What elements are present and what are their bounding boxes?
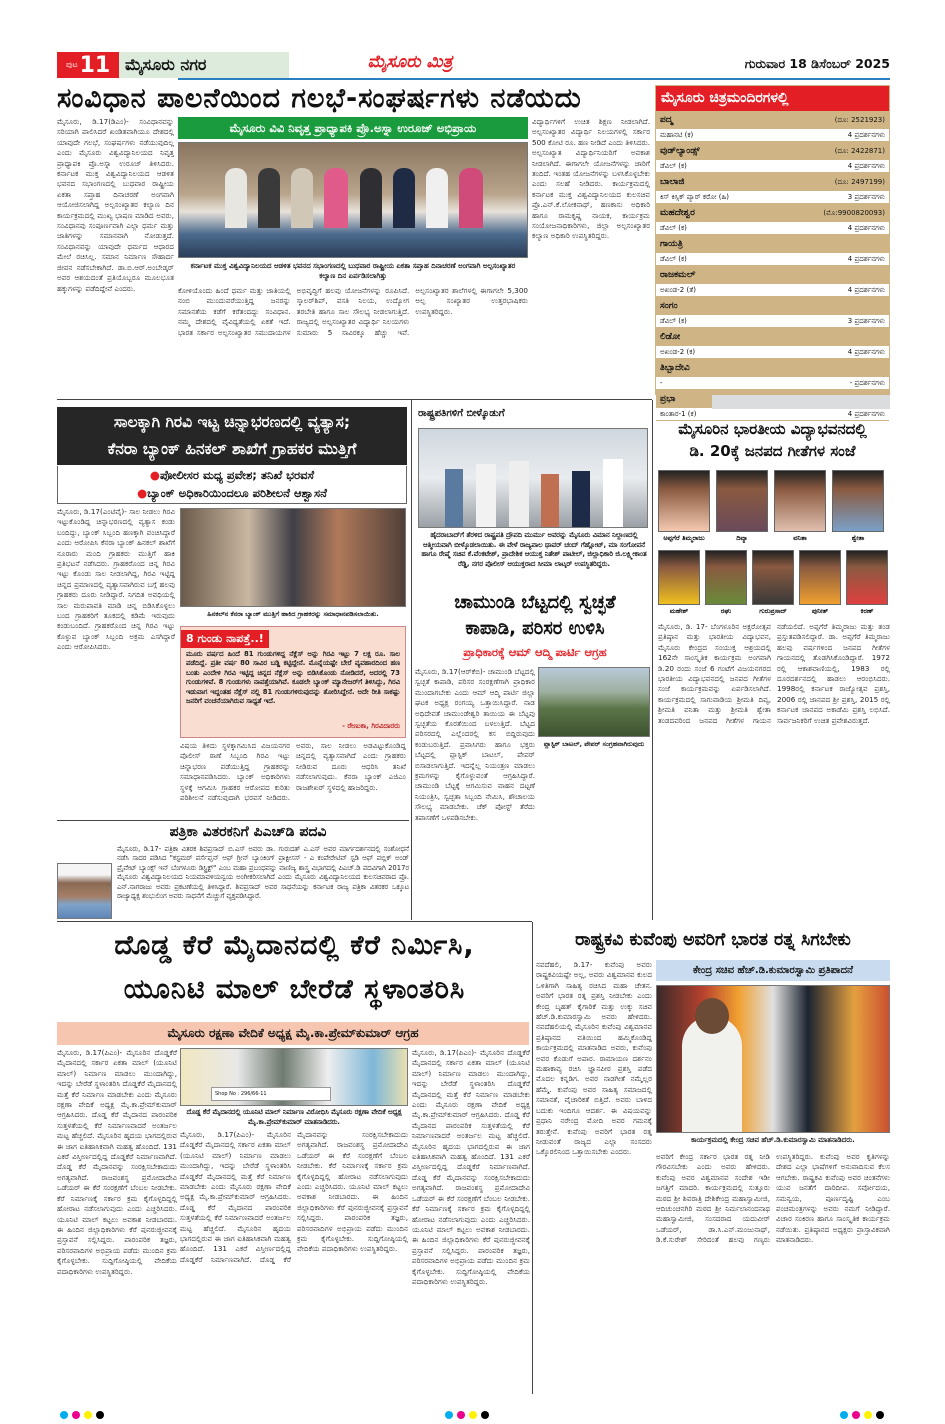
- masthead-logo: [330, 52, 490, 78]
- story1-headline: ಸಂವಿಧಾನ ಪಾಲನೆಯಿಂದ ಗಲಭೆ-ಸಂಘರ್ಷಗಳು ನಡೆಯದು: [57, 83, 582, 114]
- artist-name: ವನಿತಾ: [793, 534, 807, 542]
- story4-headline-line1: ಚಾಮುಂಡಿ ಬೆಟ್ಟದಲ್ಲಿ ಸ್ವಚ್ಛತೆ: [454, 592, 616, 613]
- story1-photo: [178, 142, 528, 258]
- story2-photo: [180, 508, 406, 607]
- story7-subhead-text: ಮೈಸೂರು ರಕ್ಷಣಾ ವೇದಿಕೆ ಅಧ್ಯಕ್ಷ ಮೈ.ಕಾ.ಪ್ರೇಮ್‌ಕುಮಾರ್ ಆಗ್ರಹ: [167, 1026, 419, 1040]
- cinema-movie-row: [656, 346, 889, 359]
- theatre-phone: (ದೂ: 2422871): [834, 146, 885, 155]
- theatre-name: ಪದ್ಮ: [660, 115, 673, 125]
- cinema-theatre: [656, 297, 889, 315]
- story2-bullets: [57, 466, 407, 504]
- shows-label: ಪ್ರದರ್ಶನಗಳು: [854, 161, 885, 170]
- column-divider: [411, 400, 412, 920]
- story8-headline: ರಾಷ್ಟ್ರಕವಿ ಕುವೆಂಪು ಅವರಿಗೆ ಭಾರತ ರತ್ನ ಸಿಗಬೇಕು: [575, 930, 851, 950]
- story6-headline: ಪತ್ರಿಕಾ ವಿತರಕನಿಗೆ ಪಿಎಚ್‌ಡಿ ಪದವಿ: [169, 824, 327, 840]
- quote-box-title: 8 ಗುಂಡು ನಾಪತ್ತೆ..!: [181, 630, 269, 648]
- column-divider: [652, 400, 653, 920]
- story2-headline-line1: ಸಾಲಕ್ಕಾಗಿ ಗಿರವಿ ಇಟ್ಟ ಚಿನ್ನಾಭರಣದಲ್ಲಿ ವ್ಯತ್ಯಾಸ;: [113, 413, 351, 431]
- theatre-name: ಪ್ರಭಾ: [660, 394, 676, 404]
- cinema-theatre: [656, 204, 889, 222]
- show-count: 3: [847, 316, 853, 325]
- section-label: [119, 52, 289, 78]
- cinema-movie-row: [656, 315, 889, 328]
- story7-headline-line2: ಯೂನಿಟಿ ಮಾಲ್ ಬೇರೆಡೆ ಸ್ಥಳಾಂತರಿಸಿ: [123, 974, 466, 1005]
- story6-portrait: [57, 863, 112, 919]
- story1-body-left: ಮೈಸೂರು, ಡಿ.17(ಡಿಎಂ)- ಸಂವಿಧಾನವನ್ನು ಸರಿಯಾಗಿ ಪಾಲಿಸಿದರೆ ಖಂಡಿತವಾಗಿಯೂ ದೇಶದಲ್ಲಿ ಯಾವುದೇ ಗಲಭೆ, ಸಂಘರ್ಷಗಳು ನಡೆಯುವುದಿಲ್ಲ ಎಂದು ಮೈಸೂರು ವಿಶ್ವವಿದ್ಯಾನಿಲಯದ ನಿವೃತ್ತ ಪ್ರಾಧ್ಯಾಪಕಿ ಪ್ರೊ.ಅಸ್ನಾ ಉರೂಜ್ ತಿಳಿಸಿದರು. ಕರ್ನಾಟಕ ಮುಕ್ತ ವಿಶ್ವವಿದ್ಯಾನಿಲಯದ ಆಡಳಿತ ಭವನದ ಸಭಾಂಗಣದಲ್ಲಿ ಬುಧವಾರ ರಾಷ್ಟ್ರೀಯ ಏಕತಾ ಸಪ್ತಾಹ ದಿನಾಚರಣೆ ಅಂಗವಾಗಿ ಆಯೋಜಿಸಲಾಗಿದ್ದ ಅಲ್ಪಸಂಖ್ಯಾತರ ಕಲ್ಯಾಣ ದಿನ ಕಾರ್ಯಕ್ರಮದಲ್ಲಿ ಮುಖ್ಯ ಭಾಷಣ ಮಾಡಿದ ಅವರು, ಸಂವಿಧಾನವು ಸಂಪೂರ್ಣವಾಗಿ ಎಲ್ಲಾ ಧರ್ಮ ಮತ್ತು ಜಾತಿಗಳನ್ನು ಸಮಾನವಾಗಿ ನೋಡುತ್ತದೆ. ಸಂವಿಧಾನವನ್ನು ಯಾವುದೇ ಧರ್ಮದ ಆಧಾರದ ಮೇಲೆ ರಚಿಸಿಲ್ಲ. ಸಮಾನ ನಿರ್ಮಾಣ ಸೌಹಾರ್ದ ಜೀವನ ನಡೆಸಬೇಕಾಗಿದೆ. ಡಾ.ಬಿ.ಆರ್.ಅಂಬೇಡ್ಕರ್ ಅವರ ಆಶಯದಂತೆ ಪ್ರತಿಯೊಬ್ಬರೂ ಮೂಲಭೂತ ಹಕ್ಕುಗಳನ್ನು ಪಡೆದಿದ್ದೇವೆ ಎಂದರು.: [57, 117, 174, 293]
- shows-label: ಪ್ರದರ್ಶನಗಳು: [854, 378, 885, 387]
- artist-name: ಗುರುಪ್ರಸಾದ್: [759, 607, 787, 615]
- artist-photos: [658, 470, 890, 620]
- story2-bullet-1: ಪೋಲೀಸರ ಮಧ್ಯ ಪ್ರವೇಶ; ತನಿಖೆ ಭರವಸೆ: [159, 468, 315, 482]
- movie-title: ಕಾಂತಾರ-1 (ಕ): [660, 409, 697, 418]
- section-title: ಮೈಸೂರು ನಗರ: [125, 55, 207, 74]
- artist-card: [716, 470, 768, 543]
- story7-body-right: ಮೈಸೂರು, ಡಿ.17(ಪಿಎಂ)- ಮೈಸೂರಿನ ದೊಡ್ಡಕೆರೆ ಮೈದಾನದಲ್ಲಿ ಸರ್ಕಾರ ಏಕತಾ ಮಾಲ್ (ಯೂನಿಟಿ ಮಾಲ್) ನಿರ್ಮಾಣ ಮಾಡಲು ಮುಂದಾಗಿದ್ದು, ಇದನ್ನು ಬೇರೆಡೆ ಸ್ಥಳಾಂತರಿಸಿ ದೊಡ್ಡಕೆರೆ ಮೈದಾನದಲ್ಲಿ ಮತ್ತೆ ಕೆರೆ ನಿರ್ಮಾಣ ಮಾಡಬೇಕು ಎಂದು ಮೈಸೂರು ರಕ್ಷಣಾ ವೇದಿಕೆ ಅಧ್ಯಕ್ಷ ಮೈ.ಕಾ.ಪ್ರೇಮ್‌ಕುಮಾರ್ ಆಗ್ರಹಿಸಿದರು. ದೊಡ್ಡ ಕೆರೆ ಮೈದಾನದ ಪಾರಂಪರಿಕ ಸುತ್ತಳತೆಯಲ್ಲಿ ಕೆರೆ ನಿರ್ಮಾಣವಾದರೆ ಅಂತರ್ಜಲ ಮಟ್ಟ ಹೆಚ್ಚಲಿದೆ. ಮೈಸೂರಿನ ಹೃದಯ ಭಾಗದಲ್ಲಿರುವ ಈ ಜಾಗ ಐತಿಹಾಸಿಕವಾಗಿ ಮಹತ್ವ ಹೊಂದಿದೆ. 131 ಎಕರೆ ವಿಸ್ತೀರ್ಣದಲ್ಲಿದ್ದ ದೊಡ್ಡಕೆರೆ ನಿರ್ಮಾಣವಾಗಿದೆ. ದೊಡ್ಡ ಕೆರೆ ಮೈದಾನವನ್ನು ಸಂರಕ್ಷಿಸಬೇಕಾದುದು ಅಗತ್ಯವಾಗಿದೆ. ರಾಜವಂಶಸ್ಥ ಪ್ರಮೋದಾದೇವಿ ಒಡೆಯರ್ ಈ ಕೆರೆ ಸಂರಕ್ಷಣೆಗೆ ಬೆಂಬಲ ನೀಡಬೇಕು. ಕೆರೆ ನಿರ್ಮಾಣಕ್ಕೆ ಸರ್ಕಾರ ಕ್ರಮ ಕೈಗೊಳ್ಳದಿದ್ದಲ್ಲಿ ಹೋರಾಟ ನಡೆಸಲಾಗುವುದು ಎಂದು ಎಚ್ಚರಿಸಿದರು. ಯೂನಿಟಿ ಮಾಲ್ ಕಟ್ಟಲು ಅವಕಾಶ ನೀಡಬಾರದು. ಈ ಹಿಂದಿನ ಜಿಲ್ಲಾಧಿಕಾರಿಗಳು ಕೆರೆ ಪುನರುಜ್ಜೀವನಕ್ಕೆ ಪ್ರಸ್ತಾವನೆ ಸಲ್ಲಿಸಿದ್ದರು. ಪಾರಂಪರಿಕ ತಜ್ಞರು, ಪರಿಸರವಾದಿಗಳ ಅಭಿಪ್ರಾಯ ಪಡೆದು ಮುಂದಿನ ಕ್ರಮ ಕೈಗೊಳ್ಳಬೇಕು. ಸುದ್ದಿಗೋಷ್ಠಿಯಲ್ಲಿ ವೇದಿಕೆಯ ಪದಾಧಿಕಾರಿಗಳು ಉಪಸ್ಥಿತರಿದ್ದರು.: [412, 1048, 530, 1286]
- show-count: 3: [847, 192, 853, 201]
- story7-caption: ದೊಡ್ಡ ಕೆರೆ ಮೈದಾನದಲ್ಲಿ ಯೂನಿಟಿ ಮಾಲ್ ನಿರ್ಮಾಣ ವಿರೋಧಿಸಿ ಮೈಸೂರು ರಕ್ಷಣಾ ವೇದಿಕೆ ಅಧ್ಯಕ್ಷ ಮೈ.ಕಾ.ಪ್ರೇಮ್‌ಕುಮಾರ್ ಮಾತನಾಡಿದರು.: [186, 1108, 402, 1126]
- show-count: 4: [847, 347, 853, 356]
- cinema-movie-row: [656, 191, 889, 204]
- artist-photo: [752, 550, 794, 605]
- story3-headline: ರಾಷ್ಟ್ರಪತಿಗಳಿಗೆ ಬೀಳ್ಕೊಡುಗೆ: [418, 408, 505, 419]
- story2-headline-line2: ಕೆನರಾ ಬ್ಯಾಂಕ್ ಹಿನಕಲ್ ಶಾಖೆಗೆ ಗ್ರಾಹಕರ ಮುತ್ತಿಗೆ: [107, 440, 357, 458]
- story8-body-left: ನವದೆಹಲಿ, ಡಿ.17- ಕುವೆಂಪು ಅವರು ರಾಷ್ಟ್ರಕವಿಯಷ್ಟೇ ಅಲ್ಲ, ಅವರು ವಿಶ್ವಮಾನವ ಕುಲದ ಒಳಿತಿಗಾಗಿ ಸಾಹಿತ್ಯ ರಚಿಸಿದ ಮಹಾ ಚೇತನ. ಅವರಿಗೆ ಭಾರತ ರತ್ನ ಪ್ರಶಸ್ತಿ ನೀಡಬೇಕು ಎಂದು ಕೇಂದ್ರ ಬೃಹತ್ ಕೈಗಾರಿಕೆ ಮತ್ತು ಉಕ್ಕು ಸಚಿವ ಹೆಚ್.ಡಿ.ಕುಮಾರಸ್ವಾಮಿ ಅವರು ಹೇಳಿದರು. ನವದೆಹಲಿಯಲ್ಲಿ ಮೈಸೂರಿನ ಕುವೆಂಪು ವಿಶ್ವಮಾನವ ಪ್ರತಿಷ್ಠಾನದ ವತಿಯಿಂದ ಹಮ್ಮಿಕೊಂಡಿದ್ದ ಕಾರ್ಯಕ್ರಮದಲ್ಲಿ ಮಾತನಾಡಿದ ಅವರು, ಕುವೆಂಪು ಅವರ ಕೊಡುಗೆ ಅಪಾರ. ರಾಮಾಯಣ ದರ್ಶನಂ ಮಹಾಕಾವ್ಯ ರಚಿಸಿ ಜ್ಞಾನಪೀಠ ಪ್ರಶಸ್ತಿ ಪಡೆದ ಮೊದಲ ಕನ್ನಡಿಗ. ಅವರ ನಾಡಗೀತೆ ನಮ್ಮೆಲ್ಲರ ಹೆಮ್ಮೆ. ಕುವೆಂಪು ಅವರ ಸಾಹಿತ್ಯ ಸಮಾಜದಲ್ಲಿ ಸಮಾನತೆ, ವೈಚಾರಿಕತೆ ಬಿತ್ತಿದೆ. ಅವರು ಬಾಳಿದ ಬದುಕು ಇಂದಿಗೂ ಆದರ್ಶ. ಈ ವಿಷಯವನ್ನು ಪ್ರಧಾನಿ ನರೇಂದ್ರ ಮೋದಿ ಅವರ ಗಮನಕ್ಕೆ ತರುತ್ತೇನೆ. ಕುವೆಂಪು ಅವರಿಗೆ ಭಾರತ ರತ್ನ ನೀಡುವಂತೆ ರಾಜ್ಯದ ಎಲ್ಲಾ ಸಂಸದರು ಒಕ್ಕೊರಲಿನಿಂದ ಒತ್ತಾಯಿಸಬೇಕು ಎಂದರು.: [536, 960, 652, 1157]
- shows-label: ಪ್ರದರ್ಶನಗಳು: [854, 254, 885, 263]
- movie-title: ಡೆವಿಲ್ (ಕ): [660, 161, 687, 170]
- cinema-theatre: [656, 142, 889, 160]
- shows-label: ಪ್ರದರ್ಶನಗಳು: [854, 409, 885, 418]
- story5-headline-line2: ಡಿ. 20ಕ್ಕೆ ಜನಪದ ಗೀತೆಗಳ ಸಂಜೆ: [689, 442, 856, 460]
- story8-subhead: [656, 960, 890, 981]
- artist-photo: [658, 550, 700, 605]
- story8-caption: ಕಾರ್ಯಕ್ರಮದಲ್ಲಿ ಕೇಂದ್ರ ಸಚಿವ ಹೆಚ್.ಡಿ.ಕುಮಾರಸ್ವಾಮಿ ಮಾತನಾಡಿದರು.: [691, 1136, 855, 1144]
- theatre-name: ಲಿಡೋ: [660, 332, 681, 342]
- story8-subhead-text: ಕೇಂದ್ರ ಸಚಿವ ಹೆಚ್.ಡಿ.ಕುಮಾರಸ್ವಾಮಿ ಪ್ರತಿಪಾದನೆ: [692, 965, 853, 976]
- column-divider: [532, 922, 533, 1394]
- theatre-name: ಸಂಗಂ: [660, 301, 678, 311]
- shows-label: ಪ್ರದರ್ಶನಗಳು: [854, 223, 885, 232]
- cinema-movie-row: [656, 284, 889, 297]
- artist-card: [658, 470, 710, 543]
- masthead-text: ಮೈಸೂರು ಮಿತ್ರ: [367, 52, 453, 72]
- page-label: ಪುಟ: [65, 60, 78, 69]
- story4-headline: [415, 590, 655, 642]
- page-number: 11: [79, 52, 111, 78]
- story2-headline-box: [57, 407, 407, 465]
- cinema-theatre: [656, 266, 889, 284]
- story6-body: ಮೈಸೂರು, ಡಿ.17- ಪತ್ರಿಕಾ ವಿತರಕ ಶಿವಪ್ರಸಾದ್ ಬಿ.ಎಸ್ ಅವರು ಡಾ. ಗುರುದತ್ ಎ.ಎಸ್ ಅವರ ಮಾರ್ಗದರ್ಶನದಲ್ಲಿ ಸಂಶೋಧನೆ ನಡೆಸಿ ಸಾದರ ಪಡಿಸಿದ "ಕಸ್ಟಮರ್ ಪರ್ಸೆಪ್ಷನ್ ಆಫ್ ಗ್ರೀನ್ ಬ್ಯಾಂಕಿಂಗ್ ಪ್ರಾಕ್ಟೀಸಸ್ - ಎ ಕಂಪೇರೇಟಿವ್ ಸ್ಟಡಿ ಆಫ್ ಪಬ್ಲಿಕ್ ಅಂಡ್ ಪ್ರೈವೇಟ್ ಬ್ಯಾಂಕ್ಸ್ ಇನ್ ಬೆಂಗಳೂರು ಡಿಸ್ಟ್ರಿಕ್ಟ್" ಎಂಬ ಮಹಾ ಪ್ರಬಂಧವನ್ನು ವಾಣಿಜ್ಯ ಶಾಸ್ತ್ರ ವಿಭಾಗದಲ್ಲಿ ಪಿಎಚ್.ಡಿ ಪದವಿಗಾಗಿ 2017ರ ಮೈಸೂರು ವಿಶ್ವವಿದ್ಯಾನಿಲಯದ ನಿಯಮಾವಳಿಯನ್ವಯ ಅಂಗೀಕರಿಸಲಾಗಿದೆ ಎಂದು ಮೈಸೂರು ವಿಶ್ವವಿದ್ಯಾನಿಲಯದ ಕುಲಸಚಿವರಾದ ಪ್ರೊ. ಎನ್.ನಾಗರಾಜು ಅವರು ಪ್ರಕಟಣೆಯಲ್ಲಿ ತಿಳಿಸಿದ್ದಾರೆ. ಶಿವಪ್ರಸಾದ್ ಅವರ ಸಾಧನೆಯನ್ನು ಕರ್ನಾಟಕ ರಾಜ್ಯ ಪತ್ರಿಕಾ ವಿತರಕರ ಒಕ್ಕೂಟ ರಾಜ್ಯಾಧ್ಯಕ್ಷ ಶಂಭುಲಿಂಗ ಅವರು ಸಾಧನೆಗೆ ಮೆಚ್ಚುಗೆ ವ್ಯಕ್ತಪಡಿಸಿದ್ದಾರೆ.: [117, 845, 409, 901]
- cinema-movie-row: [656, 160, 889, 173]
- cinema-theatre: [656, 235, 889, 253]
- shows-label: ಪ್ರದರ್ಶನಗಳು: [854, 130, 885, 139]
- quote-box-author: - ರೇಣುಕಾ, ಗಿರವಿದಾರರು: [342, 722, 400, 730]
- story7-body-left: ಮೈಸೂರು, ಡಿ.17(ಪಿಎಂ)- ಮೈಸೂರಿನ ದೊಡ್ಡಕೆರೆ ಮೈದಾನದಲ್ಲಿ ಸರ್ಕಾರ ಏಕತಾ ಮಾಲ್ (ಯೂನಿಟಿ ಮಾಲ್) ನಿರ್ಮಾಣ ಮಾಡಲು ಮುಂದಾಗಿದ್ದು, ಇದನ್ನು ಬೇರೆಡೆ ಸ್ಥಳಾಂತರಿಸಿ ದೊಡ್ಡಕೆರೆ ಮೈದಾನದಲ್ಲಿ ಮತ್ತೆ ಕೆರೆ ನಿರ್ಮಾಣ ಮಾಡಬೇಕು ಎಂದು ಮೈಸೂರು ರಕ್ಷಣಾ ವೇದಿಕೆ ಅಧ್ಯಕ್ಷ ಮೈ.ಕಾ.ಪ್ರೇಮ್‌ಕುಮಾರ್ ಆಗ್ರಹಿಸಿದರು. ದೊಡ್ಡ ಕೆರೆ ಮೈದಾನದ ಪಾರಂಪರಿಕ ಸುತ್ತಳತೆಯಲ್ಲಿ ಕೆರೆ ನಿರ್ಮಾಣವಾದರೆ ಅಂತರ್ಜಲ ಮಟ್ಟ ಹೆಚ್ಚಲಿದೆ. ಮೈಸೂರಿನ ಹೃದಯ ಭಾಗದಲ್ಲಿರುವ ಈ ಜಾಗ ಐತಿಹಾಸಿಕವಾಗಿ ಮಹತ್ವ ಹೊಂದಿದೆ. 131 ಎಕರೆ ವಿಸ್ತೀರ್ಣದಲ್ಲಿದ್ದ ದೊಡ್ಡಕೆರೆ ನಿರ್ಮಾಣವಾಗಿದೆ. ದೊಡ್ಡ ಕೆರೆ ಮೈದಾನವನ್ನು ಸಂರಕ್ಷಿಸಬೇಕಾದುದು ಅಗತ್ಯವಾಗಿದೆ. ರಾಜವಂಶಸ್ಥ ಪ್ರಮೋದಾದೇವಿ ಒಡೆಯರ್ ಈ ಕೆರೆ ಸಂರಕ್ಷಣೆಗೆ ಬೆಂಬಲ ನೀಡಬೇಕು. ಕೆರೆ ನಿರ್ಮಾಣಕ್ಕೆ ಸರ್ಕಾರ ಕ್ರಮ ಕೈಗೊಳ್ಳದಿದ್ದಲ್ಲಿ ಹೋರಾಟ ನಡೆಸಲಾಗುವುದು ಎಂದು ಎಚ್ಚರಿಸಿದರು. ಯೂನಿಟಿ ಮಾಲ್ ಕಟ್ಟಲು ಅವಕಾಶ ನೀಡಬಾರದು. ಈ ಹಿಂದಿನ ಜಿಲ್ಲಾಧಿಕಾರಿಗಳು ಕೆರೆ ಪುನರುಜ್ಜೀವನಕ್ಕೆ ಪ್ರಸ್ತಾವನೆ ಸಲ್ಲಿಸಿದ್ದರು. ಪಾರಂಪರಿಕ ತಜ್ಞರು, ಪರಿಸರವಾದಿಗಳ ಅಭಿಪ್ರಾಯ ಪಡೆದು ಮುಂದಿನ ಕ್ರಮ ಕೈಗೊಳ್ಳಬೇಕು. ಸುದ್ದಿಗೋಷ್ಠಿಯಲ್ಲಿ ವೇದಿಕೆಯ ಪದಾಧಿಕಾರಿಗಳು ಉಪಸ್ಥಿತರಿದ್ದರು.: [57, 1048, 177, 1276]
- movie-title: -: [660, 379, 663, 387]
- artist-name: ಕಿರಣ್: [860, 607, 874, 615]
- divider: [57, 399, 652, 400]
- artist-photo: [774, 470, 826, 532]
- cinema-movie-row: [656, 377, 889, 390]
- shows-label: ಪ್ರದರ್ಶನಗಳು: [854, 192, 885, 201]
- theatre-phone: (ಮೊ:9900820093): [823, 208, 885, 217]
- print-color-marks: [445, 1404, 493, 1423]
- story7-subhead: [57, 1022, 529, 1045]
- movie-title: ಡೆವಿಲ್ (ಕ): [660, 223, 687, 232]
- show-count: -: [849, 378, 853, 387]
- movie-title: ಅಖಂಡ-2 (ತೆ): [660, 285, 696, 294]
- show-count: 4: [847, 130, 853, 139]
- artist-photo: [658, 470, 710, 532]
- artist-card: [658, 550, 700, 616]
- artist-card: [752, 550, 794, 616]
- theatre-phone: (ದೂ: 2521923): [834, 115, 885, 124]
- artist-card: [705, 550, 747, 616]
- artist-name: ಶ್ವೇತಾ: [851, 534, 865, 542]
- banner-text: Shop No : 296/66-11: [215, 1091, 267, 1097]
- cinema-theatre: [656, 173, 889, 191]
- story2-body-left: ಮೈಸೂರು, ಡಿ.17(ಎಂಟಿವೈ)- ಸಾಲ ನೀಡಲು ಗಿರವಿ ಇಟ್ಟುಕೊಂಡಿದ್ದ ಚಿನ್ನಾಭರಣದಲ್ಲಿ ವ್ಯತ್ಯಾಸ ಕಂಡು ಬಂದಿದ್ದು, ಬ್ಯಾಂಕ್ ಸಿಬ್ಬಂದಿ ಹಣಕ್ಕಾಗಿ ವಂಚಿಸಿದ್ದಾರೆ ಎಂದು ಆರೋಪಿಸಿ ಕೆನರಾ ಬ್ಯಾಂಕ್ ಹಿನಕಲ್ ಶಾಖೆಗೆ ನೂರಾರು ಮಂದಿ ಗ್ರಾಹಕರು ಮುತ್ತಿಗೆ ಹಾಕಿ ಪ್ರತಿಭಟನೆ ನಡೆಸಿದರು. ಗ್ರಾಹಕರೊಂದ ಚಿನ್ನ ಗಿರವಿ ಇಟ್ಟು ಕೊಂಡು ಸಾಲ ನೀಡಲಾಗಿದ್ದ, ಗಿರವಿ ಇಟ್ಟಿದ್ದ ಚಿನ್ನದ ಪ್ರಮಾಣದಲ್ಲಿ ವ್ಯತ್ಯಾಸವಾಗಿರುವ ಬಗ್ಗೆ ಹಲವು ಗ್ರಾಹಕರು ದೂರು ನೀಡಿದ್ದಾರೆ. ನಿಗದಿತ ಅವಧಿಯಲ್ಲಿ ಸಾಲ ಮರುಪಾವತಿ ಮಾಡಿ ಚಿನ್ನ ಬಿಡಿಸಿಕೊಳ್ಳಲು ಬಂದ ಗ್ರಾಹಕರಿಗೆ ತೂಕದಲ್ಲಿ ಕಡಿಮೆ ಇರುವುದು ಕಂಡುಬಂದಿದೆ. ಗ್ರಾಹಕರೊಂದ ಚಿನ್ನ ಗಿರವಿ ಇಟ್ಟು ಕೊಳ್ಳುವ ಬ್ಯಾಂಕ್ ಸಿಬ್ಬಂದಿ ಅಕ್ರಮ ಎಸಗಿದ್ದಾರೆ ಎಂದು ಆರೋಪಿಸಿದರು.: [57, 507, 175, 652]
- story3-photo: [418, 428, 648, 528]
- story4-caption: ಪ್ಲಾಸ್ಟಿಕ್ ಬಾಟಲ್, ಪೇಪರ್ ಸಂಗ್ರಹವಾಗಿರುವುದು: [543, 740, 645, 748]
- story8-body-right: ಅವರಿಗೆ ಕೇಂದ್ರ ಸರ್ಕಾರ ಭಾರತ ರತ್ನ ನೀಡಿ ಗೌರವಿಸಬೇಕು ಎಂದು ಅವರು ಹೇಳಿದರು. ಕುವೆಂಪು ಅವರ ವಿಶ್ವಮಾನವ ಸಂದೇಶ ಇಡೀ ಜಗತ್ತಿಗೆ ಮಾದರಿ. ಕಾರ್ಯಕ್ರಮದಲ್ಲಿ ಸುತ್ತೂರು ಮಠದ ಶ್ರೀ ಶಿವರಾತ್ರಿ ದೇಶಿಕೇಂದ್ರ ಮಹಾಸ್ವಾಮೀಜಿ, ಆದಿಚುಂಚನಗಿರಿ ಮಠದ ಶ್ರೀ ನಿರ್ಮಲಾನಂದನಾಥ ಮಹಾಸ್ವಾಮೀಜಿ, ಸಂಸದರಾದ ಯದುವೀರ್ ಒಡೆಯರ್, ಡಾ.ಸಿ.ಎನ್.ಮಂಜುನಾಥ್, ಡಿ.ಕೆ.ಸುರೇಶ್ ಸೇರಿದಂತೆ ಹಲವು ಗಣ್ಯರು ಉಪಸ್ಥಿತರಿದ್ದರು. ಕುವೆಂಪು ಅವರ ಕೃತಿಗಳನ್ನು ದೇಶದ ಎಲ್ಲಾ ಭಾಷೆಗಳಿಗೆ ಅನುವಾದಿಸುವ ಕೆಲಸ ಆಗಬೇಕು. ರಾಷ್ಟ್ರಕವಿ ಕುವೆಂಪು ಅವರ ಚಿಂತನೆಗಳು ಯುವ ಜನತೆಗೆ ದಾರಿದೀಪ. ಸರ್ವೋದಯ, ಸಮನ್ವಯ, ಪೂರ್ಣದೃಷ್ಟಿ ಎಂಬ ಪಂಚಮಂತ್ರಗಳನ್ನು ಅವರು ನಮಗೆ ನೀಡಿದ್ದಾರೆ. ವಿಚಾರ ಸಂಕಿರಣ ಹಾಗೂ ಸಾಂಸ್ಕೃತಿಕ ಕಾರ್ಯಕ್ರಮ ನಡೆಯಿತು. ಪ್ರತಿಷ್ಠಾನದ ಅಧ್ಯಕ್ಷರು ಪ್ರಾಸ್ತಾವಿಕವಾಗಿ ಮಾತನಾಡಿದರು.: [656, 1152, 890, 1245]
- theatre-name: ಗಾಯತ್ರಿ: [660, 239, 683, 249]
- story4-headline-line2: ಕಾಪಾಡಿ, ಪರಿಸರ ಉಳಿಸಿ: [465, 618, 605, 639]
- artist-card: [799, 550, 841, 616]
- story1-subhead-text: ಮೈಸೂರು ವಿವಿ ನಿವೃತ್ತ ಪ್ರಾಧ್ಯಾಪಕಿ ಪ್ರೊ.ಅಸ್ನಾ ಉರೂಜ್ ಅಭಿಪ್ರಾಯ: [229, 120, 477, 135]
- artist-photo: [705, 550, 747, 605]
- artist-card: [832, 470, 884, 543]
- story7-headline-line1: ದೊಡ್ಡ ಕೆರೆ ಮೈದಾನದಲ್ಲಿ ಕೆರೆ ನಿರ್ಮಿಸಿ,: [114, 930, 475, 961]
- print-color-marks: [840, 1404, 888, 1423]
- theatre-name: ತಿಬ್ಬಾದೇವಿ: [660, 363, 690, 373]
- cinema-theatre: [656, 111, 889, 129]
- artist-name: ಅಪ್ಪಗೆರೆ ತಿಮ್ಮರಾಜು: [663, 534, 705, 542]
- cinema-movie-row: [656, 129, 889, 142]
- story5-body: ಮೈಸೂರು, ಡಿ. 17- ಬೆಂಗಳೂರಿನ ಅಕ್ಷರೋತ್ಸವ ಪ್ರತಿಷ್ಠಾನ ಮತ್ತು ಭಾರತೀಯ ವಿದ್ಯಾಭವನ, ಮೈಸೂರು ಕೇಂದ್ರದ ಸಂಯುಕ್ತ ಆಶ್ರಯದಲ್ಲಿ 162ನೇ ಸಾಂಸ್ಕೃತಿಕ ಕಾರ್ಯಕ್ರಮ ಅಂಗವಾಗಿ ಡಿ.20 ರಂದು ಸಂಜೆ 6 ಗಂಟೆಗೆ ವಿಜಯನಗರದ ಭಾರತೀಯ ವಿದ್ಯಾಭವನದಲ್ಲಿ ಜನಪದ ಗೀತೆಗಳ ಸಂಜೆ ಕಾರ್ಯಕ್ರಮವನ್ನು ಏರ್ಪಡಿಸಲಾಗಿದೆ. ಕಾರ್ಯಕ್ರಮದಲ್ಲಿ ಸಾಗುವಾಡಿಯ ಶ್ರೀಮತಿ ದಿವ್ಯ, ಶ್ರೀಮತಿ ವನಿತಾ ಮತ್ತು ಶ್ರೀಮತಿ ಶ್ವೇತಾ ತಂಡದವರಿಂದ ಜನಪದ ಗೀತೆಗಳ ಗಾಯನ ನಡೆಯಲಿದೆ. ಅಪ್ಪಗೆರೆ ತಿಮ್ಮರಾಜು ಮತ್ತು ತಂಡ ಪ್ರಸ್ತುತಪಡಿಸಲಿದ್ದಾರೆ. ಡಾ. ಅಪ್ಪಗೆರೆ ತಿಮ್ಮರಾಜು ಹಲವು ವರ್ಷಗಳಿಂದ ಜನಪದ ಗೀತೆಗಳ ಗಾಯನದಲ್ಲಿ ತೊಡಗಿಸಿಕೊಂಡಿದ್ದಾರೆ. 1972 ರಲ್ಲಿ ಆಕಾಶವಾಣಿಯಲ್ಲಿ, 1983 ರಲ್ಲಿ ದೂರದರ್ಶನದಲ್ಲಿ ಹಾಡಲು ಆರಂಭಿಸಿದರು. 1998ರಲ್ಲಿ ಕರ್ನಾಟಕ ರಾಜ್ಯೋತ್ಸವ ಪ್ರಶಸ್ತಿ, 2006 ರಲ್ಲಿ ಜಾನಪದ ಶ್ರೀ ಪ್ರಶಸ್ತಿ, 2015 ರಲ್ಲಿ ಕರ್ನಾಟಕ ಜಾನಪದ ಅಕಾಡೆಮಿ ಪ್ರಶಸ್ತಿ ಲಭಿಸಿದೆ. ಸಾರ್ವಜನಿಕರಿಗೆ ಉಚಿತ ಪ್ರವೇಶವಿರುತ್ತದೆ.: [658, 622, 890, 725]
- artist-photo: [846, 550, 888, 605]
- shows-label: ಪ್ರದರ್ಶನಗಳು: [854, 347, 885, 356]
- story2-body-below: ವಿಷಯ ತಿಳಿದು ಸ್ಥಳಕ್ಕಾಗಮಿಸಿದ ವಿಜಯನಗರ ಪೊಲೀಸ್ ಠಾಣೆ ಸಿಬ್ಬಂದಿ ಗಿರವಿ ಇಟ್ಟು ಚಿನ್ನಾಭರಣ ಪಡೆಯುತ್ತಿದ್ದ ಗ್ರಾಹಕರನ್ನು ಸಮಾಧಾನಪಡಿಸಿದರು. ಬ್ಯಾಂಕ್ ಅಧಿಕಾರಿಗಳು ಸ್ಥಳಕ್ಕೆ ಆಗಮಿಸಿ ಗ್ರಾಹಕರ ಆರೋಪದ ಕುರಿತು ಪರಿಶೀಲನೆ ನಡೆಸುವುದಾಗಿ ಭರವಸೆ ನೀಡಿದರು. ಅವರು, ಸಾಲ ನೀಡಲು ಅಡವಿಟ್ಟುಕೊಂಡಿದ್ದ ಚಿನ್ನದಲ್ಲಿ ವ್ಯತ್ಯಾಸವಾಗಿದೆ ಎಂದು ಗ್ರಾಹಕರು ನೀಡಿರುವ ದೂರು ಆಧರಿಸಿ ತನಿಖೆ ನಡೆಸಲಾಗುವುದು. ಕೆನರಾ ಬ್ಯಾಂಕ್ ಎಜಿಎಂ ರಾಜಶೇಖರ್ ಸ್ಥಳದಲ್ಲಿ ಹಾಜರಿದ್ದರು.: [180, 741, 406, 803]
- story7-headline: [57, 924, 532, 1012]
- movie-title: ಅಖಂಡ-2 (ಕ): [660, 347, 696, 356]
- quote-box-text: ಮೂರು ವರ್ಷದ ಹಿಂದೆ 81 ಗುಂಡುಗಳಿದ್ದ ನೆಕ್ಲೆಸ್ ಅನ್ನು ಗಿರವಿ ಇಟ್ಟು 7 ಲಕ್ಷ ರೂ. ಸಾಲ ಪಡೆದಿದ್ದೆ. ಪ್ರತೀ ವರ್ಷ 80 ಸಾವಿರ ಬಡ್ಡಿ ಕಟ್ಟಿದ್ದೇನೆ. ಮೊನ್ನೆಯಷ್ಟೇ ಬೇರೆ ವ್ಯವಹಾರದಿಂದ ಹಣ ಬಂತು ಎಂದೇಳಿ ಗಿರವಿ ಇಟ್ಟಿದ್ದ ಚಿನ್ನದ ನೆಕ್ಲೆಸ್ ಅನ್ನು ಬಿಡಿಸಿಕೊಂಡು ನೋಡಿದರೆ, ಅದರಲ್ಲಿ 73 ಗುಂಡುಗಳಿವೆ. 8 ಗುಂಡುಗಳು ನಾಪತ್ತೆಯಾಗಿವೆ. ಕೂಡಲೇ ಬ್ಯಾಂಕ್ ಮ್ಯಾನೇಜರ್‌ಗೆ ತಿಳಿಸಿದ್ದು, ಗಿರವಿ ಇಡುವಾಗ ಇದ್ದಂತಹ ನೆಕ್ಲೆಸ್ ನಲ್ಲಿ 81 ಗುಂಡುಗಳಿರುವುದನ್ನು ತೋರಿಸಿದ್ದೇನೆ. ಅದೇ ರೀತಿ ಸಾಕಷ್ಟು ಜನರಿಗೆ ವಂಚನೆಯಾಗಿರುವ ಸಾಧ್ಯತೆ ಇದೆ.: [186, 650, 400, 706]
- theatre-phone: (ದೂ: 2497199): [834, 177, 885, 186]
- show-count: 4: [847, 161, 853, 170]
- shows-label: ಪ್ರದರ್ಶನಗಳು: [854, 316, 885, 325]
- story3-caption: ಹೈದರಾಬಾದ್‌ಗೆ ತೆರಳಿದ ರಾಷ್ಟ್ರಪತಿ ದ್ರೌಪದಿ ಮುರ್ಮು ಅವರನ್ನು ಮೈಸೂರು ವಿಮಾನ ನಿಲ್ದಾಣದಲ್ಲಿ ಆತ್ಮೀಯವಾಗಿ ಬೀಳ್ಕೊಡಲಾಯಿತು. ಈ ವೇಳೆ ರಾಜ್ಯಪಾಲ ಥಾವರ್ ಚಂದ್ ಗೆಹ್ಲೋಟ್, ಮಾ ಸಂಗೋಪನೆ ಹಾಗೂ ರೇಷ್ಮೆ ಸಚಿವ ಕೆ.ವೆಂಕಟೇಶ್, ಪ್ರಾದೇಶಿಕ ಆಯುಕ್ತ ನಿತೇಶ್ ಪಾಟೀಲ್, ಜಿಲ್ಲಾಧಿಕಾರಿ ಜಿ.ಲಕ್ಷ್ಮೀಕಾಂತ ರೆಡ್ಡಿ, ನಗರ ಪೊಲೀಸ್ ಆಯುಕ್ತರಾದ ಸೀಮಾ ಲಾಟ್ಕರ್ ಉಪಸ್ಥಿತರಿದ್ದರು.: [421, 531, 647, 568]
- story5-headline-line1: ಮೈಸೂರಿನ ಭಾರತೀಯ ವಿದ್ಯಾಭವನದಲ್ಲಿ: [678, 420, 867, 438]
- artist-photo: [832, 470, 884, 532]
- story4-subhead: ಪ್ರಾಧಿಕಾರಕ್ಕೆ ಆಮ್ ಆದ್ಮಿ ಪಾರ್ಟಿ ಆಗ್ರಹ: [463, 645, 607, 659]
- print-color-marks: [60, 1404, 108, 1423]
- story2-quote-box: [180, 626, 406, 738]
- artist-photo: [716, 470, 768, 532]
- story1-body-right: ವಿದ್ಯಾರ್ಥಿಗಳಿಗೆ ಉಚಿತ ಶಿಕ್ಷಣ ನೀಡಲಾಗಿದೆ. ಅಲ್ಪಸಂಖ್ಯಾತರ ವಿದ್ಯಾರ್ಥಿ ನಿಲಯಗಳಲ್ಲಿ ಸರ್ಕಾರ 500 ಕೋಟಿ ರೂ. ಹಣ ನೀಡಿದೆ ಎಂದು ತಿಳಿಸಿದರು. ಅಲ್ಪಸಂಖ್ಯಾತ ವಿದ್ಯಾರ್ಥಿನಿಯರಿಗೆ ಅವಕಾಶ ನೀಡಲಾಗಿದೆ. ಈಗಾಗಲೇ ಯೋಜನೆಗಳನ್ನು ಜಾರಿಗೆ ತಂದಿದೆ. ಇಂತಹ ಯೋಜನೆಗಳನ್ನು ಬಳಸಿಕೊಳ್ಳಬೇಕು ಎಂದು ಸಲಹೆ ನೀಡಿದರು. ಕಾರ್ಯಕ್ರಮದಲ್ಲಿ ಕರ್ನಾಟಕ ಮುಕ್ತ ವಿಶ್ವವಿದ್ಯಾನಿಲಯದ ಕುಲಸಚಿವ ಪ್ರೊ.ಎನ್.ಕೆ.ಲೋಕನಾಥ್, ಹಣಕಾಸು ಅಧಿಕಾರಿ ಹಾಗೂ ರಾಮಕೃಷ್ಣ ನಾಯಕ, ಕಾರ್ಯಕ್ರಮ ಸಂಯೋಜನಾಧಿಕಾರಿಗಳು, ಜಿಲ್ಲಾ ಅಲ್ಪಸಂಖ್ಯಾತರ ಕಲ್ಯಾಣ ಅಧಿಕಾರಿ ಉಪಸ್ಥಿತರಿದ್ದರು.: [532, 117, 650, 241]
- movie-title: ಮಹಾನಟಿ (ಕ): [660, 130, 694, 139]
- cinema-title: ಮೈಸೂರು ಚಿತ್ರಮಂದಿರಗಳಲ್ಲಿ: [656, 86, 889, 111]
- story4-photo: [538, 667, 650, 737]
- movie-title: ಡೆವಿಲ್ (ಕ): [660, 316, 687, 325]
- shows-label: ಪ್ರದರ್ಶನಗಳು: [854, 285, 885, 294]
- bullet-icon: ●: [137, 486, 148, 500]
- story2-bullet-2: ಬ್ಯಾಂಕ್ ಅಧಿಕಾರಿಯಿಂದಲೂ ಪರಿಶೀಲನೆ ಆಶ್ವಾಸನೆ: [147, 486, 327, 500]
- artist-name: ರಘು: [720, 607, 732, 615]
- bullet-icon: ●: [149, 468, 160, 482]
- theatre-name: ಬಾಲಾಜಿ: [660, 177, 685, 187]
- movie-title: ಡೆವಿಲ್ (ಕ): [660, 254, 687, 263]
- story5-headline: [655, 418, 890, 462]
- header-rule: [178, 78, 890, 80]
- artist-photo: [799, 550, 841, 605]
- cinema-theatre: [656, 328, 889, 346]
- story1-body-below: ಕೋಳಿಯೊಂದು ಹಿಂದೆ ಧರ್ಮ ಮತ್ತು ಜಾತಿಯಲ್ಲಿ ನಂಬಿ ಮುಂದುವರೆಯುತ್ತಿದ್ದ ಜನರನ್ನು ಸಮಾನತೆಯ ಕಡೆಗೆ ಕರೆತಂದದ್ದು ಸಂವಿಧಾನ. ನಮ್ಮ ದೇಶದಲ್ಲಿ ವೈವಿಧ್ಯತೆಯಲ್ಲಿ ಏಕತೆ ಇದೆ. ಭಾರತ ಸರ್ಕಾರ ಅಲ್ಪಸಂಖ್ಯಾತರ ಸಮುದಾಯಗಳ ಅಭಿವೃದ್ಧಿಗೆ ಹಲವು ಯೋಜನೆಗಳನ್ನು ರೂಪಿಸಿದೆ. ಸ್ಕಾಲರ್‌ಶಿಪ್, ವಸತಿ ನಿಲಯ, ಉದ್ಯೋಗ ತರಬೇತಿ ಹಾಗೂ ಸಾಲ ಸೌಲಭ್ಯ ನೀಡಲಾಗುತ್ತಿದೆ. ರಾಜ್ಯದಲ್ಲಿ ಅಲ್ಪಸಂಖ್ಯಾತರ ವಿದ್ಯಾರ್ಥಿ ನಿಲಯಗಳು ಸುಮಾರು 5 ಸಾವಿರಕ್ಕೂ ಹೆಚ್ಚು ಇವೆ. ಅಲ್ಪಸಂಖ್ಯಾತರ ಶಾಲೆಗಳಲ್ಲಿ ಈಗಾಗಲೇ 5,300 ಅಲ್ಪ ಸಂಖ್ಯಾತರ ಉತ್ತರಭಾಷಿಕರು ಉಪಸ್ಥಿತರಿದ್ದರು.: [178, 286, 528, 337]
- cinema-movie-row: [656, 222, 889, 235]
- story2-caption: ಹಿನಕಲ್‌ನ ಕೆನರಾ ಬ್ಯಾಂಕ್ ಮುತ್ತಿಗೆ ಹಾಕಿದ ಗ್ರಾಹಕರನ್ನು ಸಮಾಧಾನಪಡಿಸಲಾಯಿತು.: [207, 610, 379, 618]
- divider: [57, 921, 532, 922]
- cinema-theatre: [656, 359, 889, 377]
- show-count: 4: [847, 254, 853, 263]
- theatre-name: ವುಡ್‌ಲ್ಯಾಂಡ್ಸ್: [660, 146, 700, 156]
- story7-body-middle: ಮೈಸೂರು, ಡಿ.17(ಪಿಎಂ)- ಮೈಸೂರಿನ ದೊಡ್ಡಕೆರೆ ಮೈದಾನದಲ್ಲಿ ಸರ್ಕಾರ ಏಕತಾ ಮಾಲ್ (ಯೂನಿಟಿ ಮಾಲ್) ನಿರ್ಮಾಣ ಮಾಡಲು ಮುಂದಾಗಿದ್ದು, ಇದನ್ನು ಬೇರೆಡೆ ಸ್ಥಳಾಂತರಿಸಿ ದೊಡ್ಡಕೆರೆ ಮೈದಾನದಲ್ಲಿ ಮತ್ತೆ ಕೆರೆ ನಿರ್ಮಾಣ ಮಾಡಬೇಕು ಎಂದು ಮೈಸೂರು ರಕ್ಷಣಾ ವೇದಿಕೆ ಅಧ್ಯಕ್ಷ ಮೈ.ಕಾ.ಪ್ರೇಮ್‌ಕುಮಾರ್ ಆಗ್ರಹಿಸಿದರು. ದೊಡ್ಡ ಕೆರೆ ಮೈದಾನದ ಪಾರಂಪರಿಕ ಸುತ್ತಳತೆಯಲ್ಲಿ ಕೆರೆ ನಿರ್ಮಾಣವಾದರೆ ಅಂತರ್ಜಲ ಮಟ್ಟ ಹೆಚ್ಚಲಿದೆ. ಮೈಸೂರಿನ ಹೃದಯ ಭಾಗದಲ್ಲಿರುವ ಈ ಜಾಗ ಐತಿಹಾಸಿಕವಾಗಿ ಮಹತ್ವ ಹೊಂದಿದೆ. 131 ಎಕರೆ ವಿಸ್ತೀರ್ಣದಲ್ಲಿದ್ದ ದೊಡ್ಡಕೆರೆ ನಿರ್ಮಾಣವಾಗಿದೆ. ದೊಡ್ಡ ಕೆರೆ ಮೈದಾನವನ್ನು ಸಂರಕ್ಷಿಸಬೇಕಾದುದು ಅಗತ್ಯವಾಗಿದೆ. ರಾಜವಂಶಸ್ಥ ಪ್ರಮೋದಾದೇವಿ ಒಡೆಯರ್ ಈ ಕೆರೆ ಸಂರಕ್ಷಣೆಗೆ ಬೆಂಬಲ ನೀಡಬೇಕು. ಕೆರೆ ನಿರ್ಮಾಣಕ್ಕೆ ಸರ್ಕಾರ ಕ್ರಮ ಕೈಗೊಳ್ಳದಿದ್ದಲ್ಲಿ ಹೋರಾಟ ನಡೆಸಲಾಗುವುದು ಎಂದು ಎಚ್ಚರಿಸಿದರು. ಯೂನಿಟಿ ಮಾಲ್ ಕಟ್ಟಲು ಅವಕಾಶ ನೀಡಬಾರದು. ಈ ಹಿಂದಿನ ಜಿಲ್ಲಾಧಿಕಾರಿಗಳು ಕೆರೆ ಪುನರುಜ್ಜೀವನಕ್ಕೆ ಪ್ರಸ್ತಾವನೆ ಸಲ್ಲಿಸಿದ್ದರು. ಪಾರಂಪರಿಕ ತಜ್ಞರು, ಪರಿಸರವಾದಿಗಳ ಅಭಿಪ್ರಾಯ ಪಡೆದು ಮುಂದಿನ ಕ್ರಮ ಕೈಗೊಳ್ಳಬೇಕು. ಸುದ್ದಿಗೋಷ್ಠಿಯಲ್ಲಿ ವೇದಿಕೆಯ ಪದಾಧಿಕಾರಿಗಳು ಉಪಸ್ಥಿತರಿದ್ದರು.: [180, 1130, 408, 1264]
- show-count: 4: [847, 285, 853, 294]
- artist-name: ಪುನೀತ್: [811, 607, 829, 615]
- story8-photo: [656, 985, 890, 1133]
- story5-top-ad-space: [712, 395, 890, 409]
- artist-card: [774, 470, 826, 543]
- issue-date: ಗುರುವಾರ 18 ಡಿಸೆಂಬರ್ 2025: [744, 56, 890, 71]
- page-number-badge: [57, 52, 119, 78]
- artist-card: [846, 550, 888, 616]
- cinema-listings: [655, 85, 890, 418]
- show-count: 4: [847, 409, 853, 418]
- story6-box: [57, 820, 409, 920]
- theatre-name: ಮಹದೇಶ್ವರ: [660, 208, 695, 218]
- cinema-movie-row: [656, 253, 889, 266]
- story1-caption: ಕರ್ನಾಟಕ ಮುಕ್ತ ವಿಶ್ವವಿದ್ಯಾನಿಲಯದ ಆಡಳಿತ ಭವನದ ಸಭಾಂಗಣದಲ್ಲಿ ಬುಧವಾರ ರಾಷ್ಟ್ರೀಯ ಏಕತಾ ಸಪ್ತಾಹ ದಿನಾಚರಣೆ ಅಂಗವಾಗಿ ಅಲ್ಪಸಂಖ್ಯಾತರ ಕಲ್ಯಾಣ ದಿನ ಏರ್ಪಡಿಸಲಾಗಿತ್ತು: [190, 262, 516, 280]
- show-count: 4: [847, 223, 853, 232]
- story4-body: ಮೈಸೂರು, ಡಿ.17(ಆರ್‌ಕೆಬಿ)- ಚಾಮುಂಡಿ ಬೆಟ್ಟದಲ್ಲಿ ಸ್ವಚ್ಛತೆ ಕಾಪಾಡಿ, ಪರಿಸರ ಸಂರಕ್ಷಣೆಗಾಗಿ ಪ್ರಾಧಿಕಾರ ಮುಂದಾಗಬೇಕು ಎಂದು ಆಮ್ ಆದ್ಮಿ ಪಾರ್ಟಿ ಜಿಲ್ಲಾ ಘಟಕ ಅಧ್ಯಕ್ಷ ರಂಗಯ್ಯ ಒತ್ತಾಯಿಸಿದ್ದಾರೆ. ನಾಡ ಅಧಿದೇವತೆ ಚಾಮುಂಡೇಶ್ವರಿ ತಾಯಿಯ ಈ ಬೆಟ್ಟವು ಸ್ವಚ್ಛತೆಯ ಕೊರತೆಯಿಂದ ಬಳಲುತ್ತಿದೆ. ಬೆಟ್ಟದ ಪರಿಸರದಲ್ಲಿ ಎಲ್ಲೆಂದರಲ್ಲಿ ಕಸ ಬಿದ್ದಿರುವುದು ಕಂಡುಬರುತ್ತಿದೆ. ಪ್ರವಾಸಿಗರು ಹಾಗೂ ಭಕ್ತರು ಬೆಟ್ಟದಲ್ಲಿ ಪ್ಲಾಸ್ಟಿಕ್ ಬಾಟಲ್, ಪೇಪರ್ ಬಿಸಾಡಲಾಗುತ್ತಿದೆ. ಇದನ್ನೆಲ್ಲ ನಿಯಂತ್ರಣ ಮಾಡಲು ಕ್ರಮಗಳನ್ನು ಕೈಗೊಳ್ಳುವಂತೆ ಆಗ್ರಹಿಸಿದ್ದಾರೆ. ಚಾಮುಂಡಿ ಬೆಟ್ಟಕ್ಕೆ ಆಗಮಿಸುವ ವಾಹನ ದಟ್ಟಣೆ ನಿಯಂತ್ರಿಸಿ, ಸ್ವಚ್ಛತಾ ಸಿಬ್ಬಂದಿ ನೇಮಿಸಿ, ಶೌಚಾಲಯ ಸೌಲಭ್ಯ ಮಾಡಬೇಕು. ಚೆಕ್ ಪೋಸ್ಟ್ ತೆರೆದು ತಪಾಸಣೆಗೆ ಒಳಪಡಿಸಬೇಕು.: [415, 667, 535, 822]
- movie-title: ಕಿಸ್ ಕಿಸ್ಸಿಕ್ ಪ್ಯಾರ್ ಕರೋ (ಹಿ): [660, 192, 730, 201]
- story7-banner: [211, 1087, 331, 1101]
- theatre-name: ರಾಜಕಮಲ್: [660, 270, 696, 280]
- story1-subhead: [178, 117, 528, 139]
- artist-name: ಮಹೇಶ್: [669, 607, 689, 615]
- story7-photo: [180, 1048, 408, 1106]
- artist-name: ದಿವ್ಯಾ: [736, 534, 748, 542]
